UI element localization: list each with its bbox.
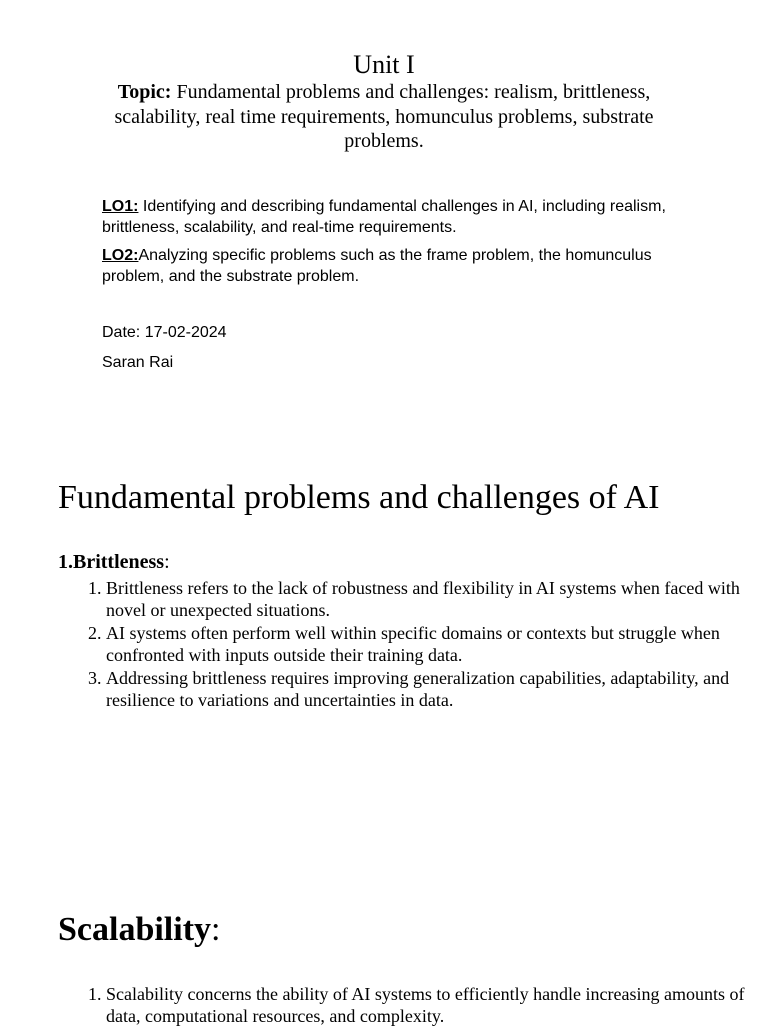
lo2-key: LO2: [102, 247, 139, 264]
scalability-heading-colon: : [211, 911, 221, 948]
brittleness-heading-colon: : [164, 551, 170, 573]
topic-label: Topic: [117, 81, 172, 103]
list-item: 1. Brittleness refers to the lack of robustness and flexibility in AI systems when faced with novel or unexpected situations. [106, 578, 766, 621]
brittleness-list [58, 578, 766, 713]
lo1-text: Identifying and describing fundamental challenges in AI, including realism, brittleness, scalability, and real-time requirements. [102, 198, 666, 236]
scalability-list [58, 984, 766, 1029]
brittleness-heading [58, 549, 170, 575]
list-item: 2. AI systems often perform well within specific domains or contexts but struggle when confronted with inputs outside their training data. [106, 623, 766, 666]
scalability-heading-bold: Scalability [58, 911, 212, 948]
scalability-heading [58, 909, 220, 951]
date-line: Date: 17-02-2024 [102, 324, 227, 341]
topic-text: Fundamental problems and challenges: realism, brittleness, scalability, real time requirements, homunculus problems, substrate problems. [114, 81, 654, 152]
topic-block [110, 80, 658, 154]
brittleness-heading-bold: 1.Brittleness [58, 551, 165, 573]
learning-outcome-1 [102, 196, 682, 238]
list-item: 3. Addressing brittleness requires improving generalization capabilities, adaptability, and resilience to variations and uncertainties in data. [106, 668, 766, 711]
unit-title: Unit I [353, 50, 415, 79]
section-heading: Fundamental problems and challenges of AI [58, 479, 660, 516]
learning-outcome-2 [102, 245, 682, 287]
list-item: 1. Scalability concerns the ability of AI systems to efficiently handle increasing amounts of data, computational resources, and complexity. [106, 984, 766, 1027]
author-name: Saran Rai [102, 354, 174, 371]
lo1-key: LO1: [102, 198, 139, 215]
lo2-text: Analyzing specific problems such as the frame problem, the homunculus problem, and the substrate problem. [102, 247, 652, 285]
